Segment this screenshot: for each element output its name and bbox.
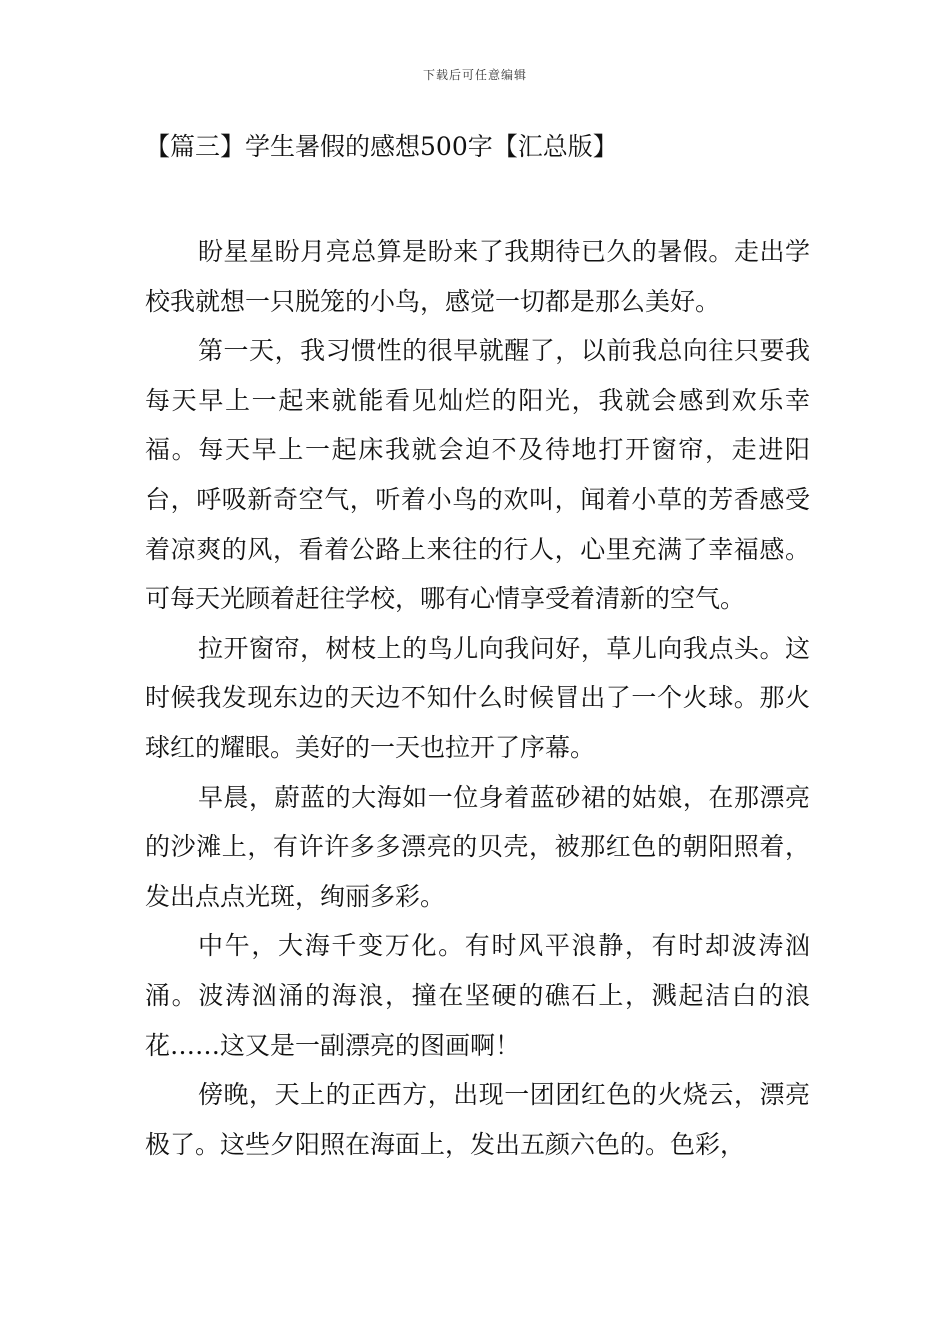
paragraph: 盼星星盼月亮总算是盼来了我期待已久的暑假。走出学校我就想一只脱笼的小鸟，感觉一切都是那么美好。 <box>145 237 810 316</box>
paragraph: 第一天，我习惯性的很早就醒了，以前我总向往只要我每天早上一起来就能看见灿烂的阳光，我就会感到欢乐幸福。每天早上一起床我就会迫不及待地打开窗帘，走进阳台，呼吸新奇空气，听着小鸟的欢叫，闻着小草的芳香感受着凉爽的风，看着公路上来往的行人，心里充满了幸福感。可每天光顾着赶往学校，哪有心情享受着清新的空气。 <box>145 336 810 614</box>
paragraph: 早晨，蔚蓝的大海如一位身着蓝砂裙的姑娘，在那漂亮的沙滩上，有许许多多漂亮的贝壳，被那红色的朝阳照着，发出点点光斑，绚丽多彩。 <box>145 782 810 911</box>
paragraph: 傍晚，天上的正西方，出现一团团红色的火烧云，漂亮极了。这些夕阳照在海面上，发出五颜六色的。色彩， <box>145 1080 810 1159</box>
paragraph: 拉开窗帘，树枝上的鸟儿向我问好，草儿向我点头。这时候我发现东边的天边不知什么时候冒出了一个火球。那火球红的耀眼。美好的一天也拉开了序幕。 <box>145 633 810 762</box>
document-body <box>145 227 810 1169</box>
paragraph: 中午，大海千变万化。有时风平浪静，有时却波涛汹涌。波涛汹涌的海浪，撞在坚硬的礁石上，溅起洁白的浪花……这又是一副漂亮的图画啊！ <box>145 931 810 1060</box>
document-title: 【篇三】学生暑假的感想500字【汇总版】 <box>145 132 618 161</box>
header-note: 下载后可任意编辑 <box>422 68 527 82</box>
